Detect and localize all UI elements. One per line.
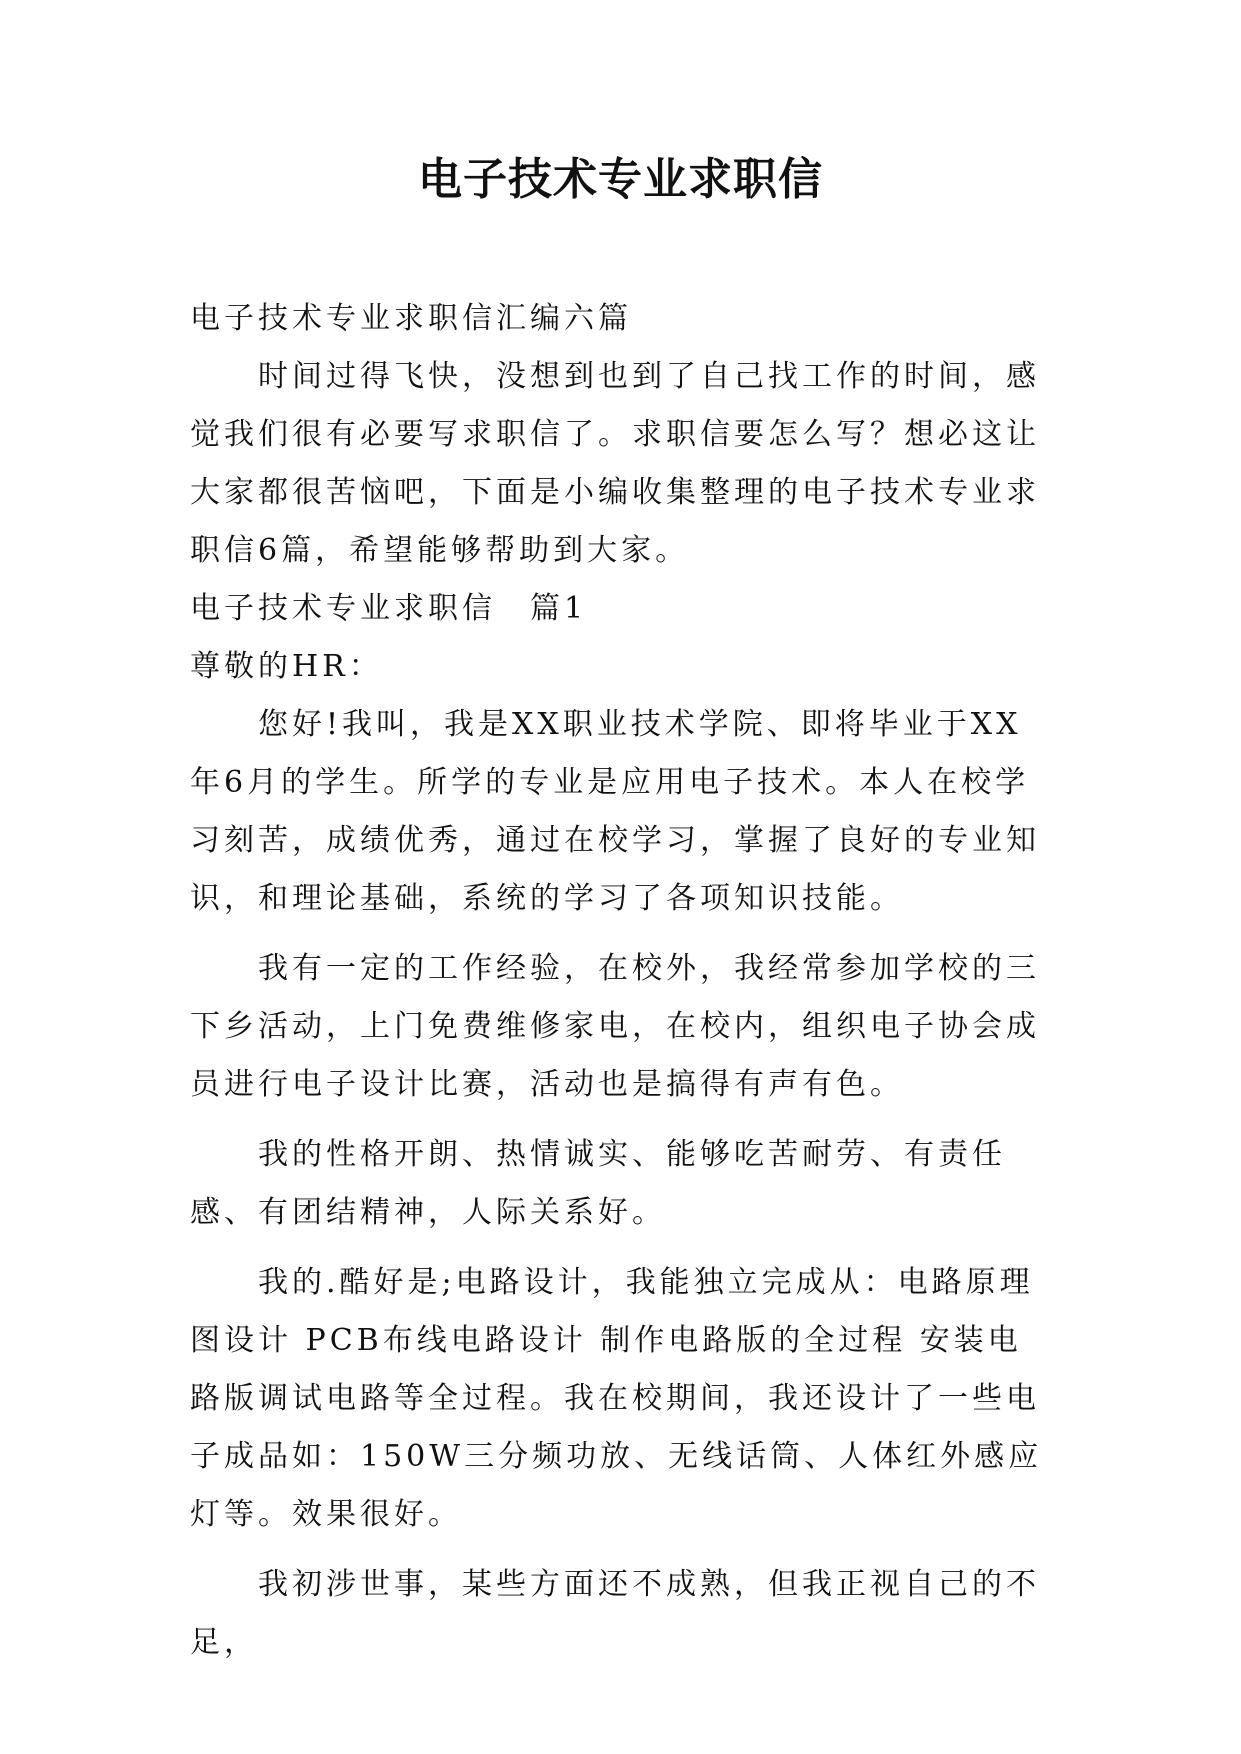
body-paragraph-2: 我有一定的工作经验，在校外，我经常参加学校的三下乡活动，上门免费维修家电，在校内，组织电子协会成员进行电子设计比赛，活动也是搞得有声有色。 [190,951,1040,1102]
body-paragraph-5: 我初涉世事，某些方面还不成熟，但我正视自己的不足， [190,1567,1040,1660]
document-subtitle: 电子技术专业求职信汇编六篇 [190,301,632,336]
salutation: 尊敬的HR： [190,649,383,684]
body-paragraph-1: 您好!我叫，我是XX职业技术学院、即将毕业于XX年6月的学生。所学的专业是应用电子技术。本人在校学习刻苦，成绩优秀，通过在校学习，掌握了良好的专业知识，和理论基础，系统的学习了各项知识技能。 [190,707,1040,916]
intro-paragraph: 时间过得飞快，没想到也到了自己找工作的时间，感觉我们很有必要写求职信了。求职信要怎么写？想必这让大家都很苦恼吧，下面是小编收集整理的电子技术专业求职信6篇，希望能够帮助到大家。 [190,359,1040,568]
body-paragraph-4: 我的.酷好是;电路设计，我能独立完成从：电路原理图设计 PCB布线电路设计 制作电路版的全过程 安装电路版调试电路等全过程。我在校期间，我还设计了一些电子成品如：150W三分频功放、无线话筒、人体红外感应灯等。效果很好。 [190,1265,1043,1532]
document-title: 电子技术专业求职信 [418,154,823,205]
body-paragraph-3: 我的性格开朗、热情诚实、能够吃苦耐劳、有责任感、有团结精神，人际关系好。 [190,1137,1006,1230]
section-heading: 电子技术专业求职信 篇1 [190,591,588,626]
document-body [190,290,1050,1672]
